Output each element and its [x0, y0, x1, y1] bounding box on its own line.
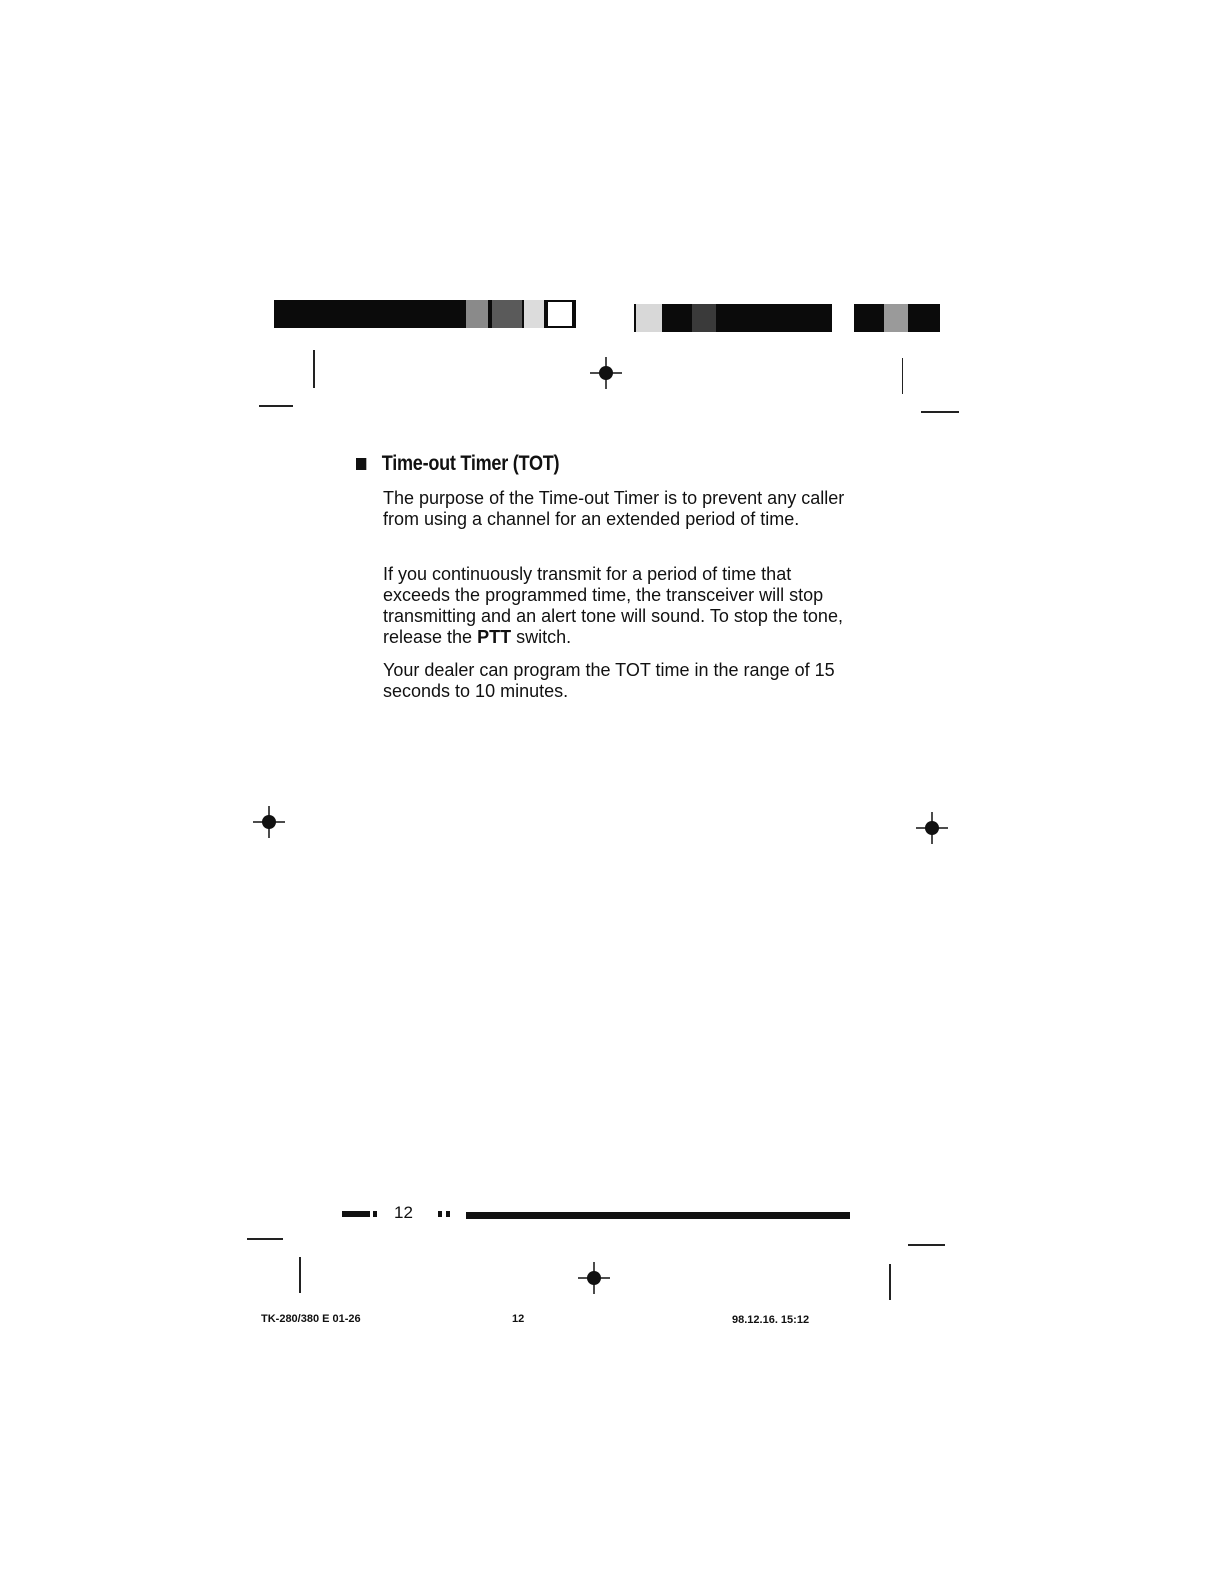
registration-mark-icon [589, 356, 623, 390]
crop-mark [259, 405, 293, 407]
crop-mark [889, 1264, 891, 1300]
crop-mark [247, 1238, 283, 1240]
registration-mark-icon [252, 805, 286, 839]
ptt-label: PTT [477, 627, 512, 647]
paragraph [383, 564, 843, 648]
print-timestamp: 98.12.16. 15:12 [732, 1314, 810, 1326]
crop-mark [908, 1244, 945, 1246]
registration-mark-icon [577, 1261, 611, 1295]
crop-mark [902, 358, 903, 394]
paragraph-text: If you continuously transmit for a period of time that exceeds the programmed time, the transceiver will stop transmitting and an alert tone will sound. To stop the tone, release the [383, 564, 843, 647]
crop-mark [313, 350, 315, 388]
color-bar-left [274, 300, 576, 328]
registration-mark-icon [915, 811, 949, 845]
paragraph: The purpose of the Time-out Timer is to prevent any caller from using a channel for an extended period of time. [383, 488, 845, 529]
print-file-id: TK-280/380 E 01-26 [261, 1313, 361, 1325]
crop-mark [299, 1257, 301, 1293]
section-title: Time-out Timer (TOT) [381, 452, 560, 475]
crop-mark [921, 411, 959, 413]
section-heading [356, 452, 559, 476]
page-footer-bar [342, 1206, 852, 1222]
paragraph: Your dealer can program the TOT time in the range of 15 seconds to 10 minutes. [383, 660, 835, 701]
color-bar-right [634, 304, 940, 332]
page-number: 12 [394, 1203, 413, 1222]
print-page: 12 [512, 1313, 525, 1325]
paragraph-end: switch. [511, 627, 572, 647]
bullet-square-icon [356, 458, 366, 470]
